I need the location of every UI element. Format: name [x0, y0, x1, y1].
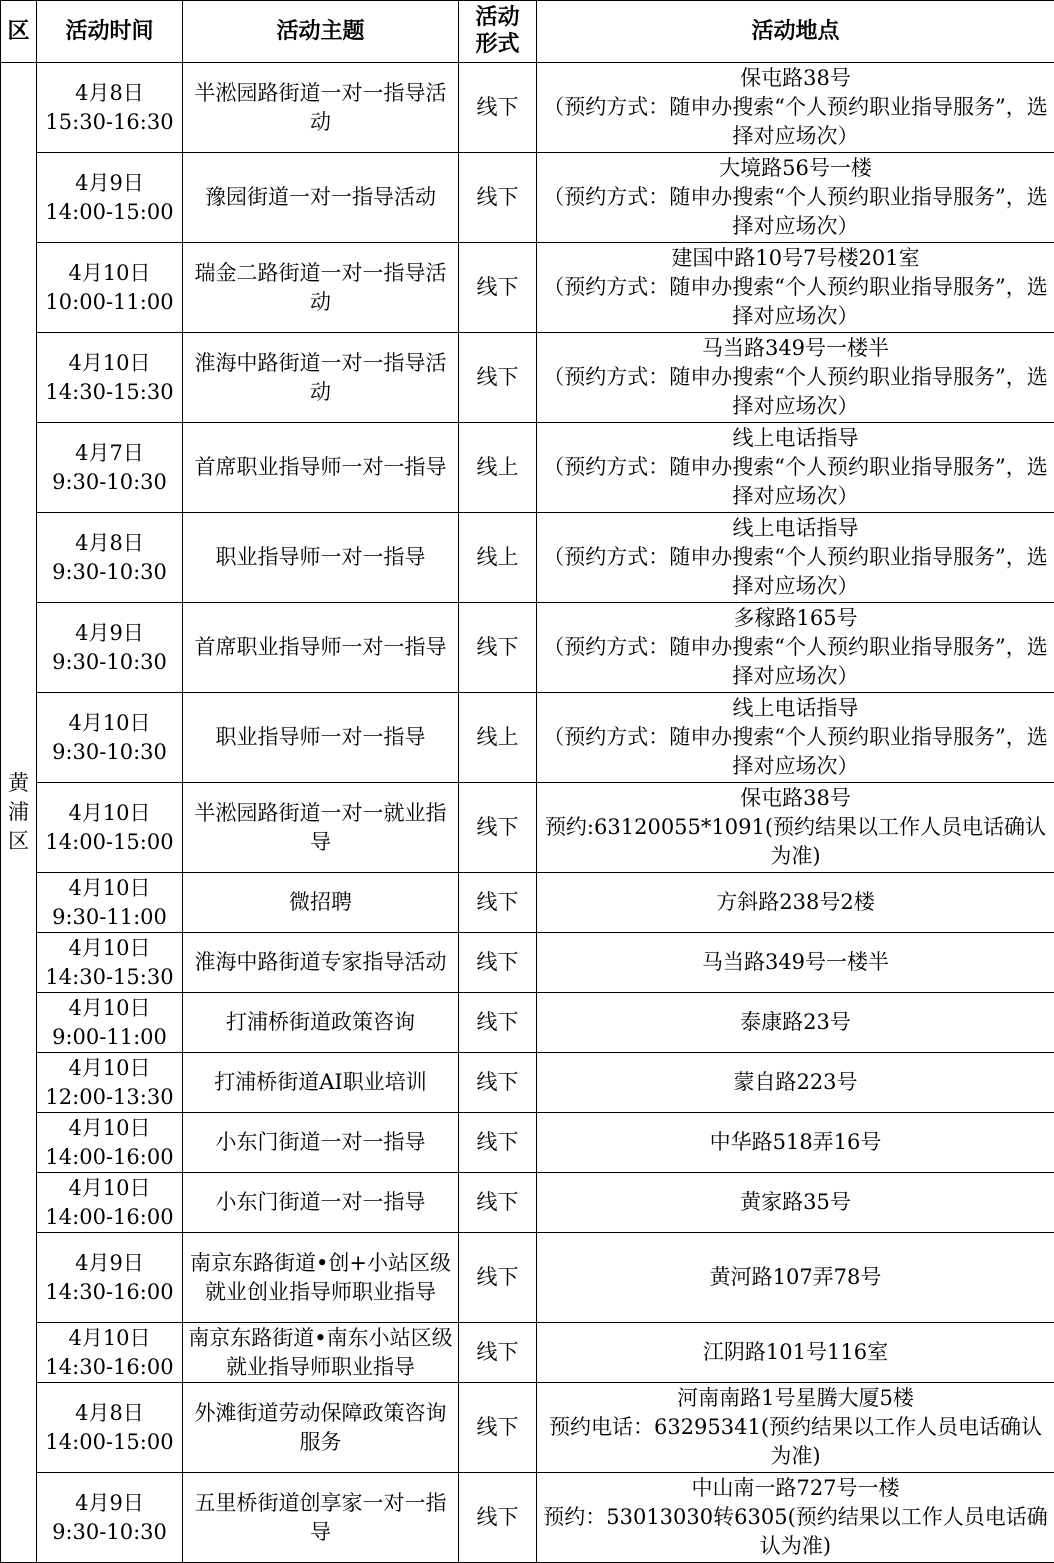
activity-time: 9:30-10:30 — [41, 558, 178, 587]
location-booking-note: 预约电话：63295341(预约结果以工作人员电话确认为准) — [541, 1413, 1050, 1471]
activity-time: 9:30-10:30 — [41, 468, 178, 497]
location-booking-note: （预约方式：随申办搜索“个人预约职业指导服务”，选择对应场次） — [541, 543, 1050, 601]
time-cell — [37, 333, 183, 423]
activity-date: 4月10日 — [41, 1174, 178, 1203]
topic-cell: 首席职业指导师一对一指导 — [183, 423, 459, 513]
format-cell: 线下 — [459, 1323, 537, 1383]
activity-time: 14:30-16:00 — [41, 1278, 178, 1307]
format-cell: 线下 — [459, 783, 537, 873]
time-cell — [37, 153, 183, 243]
location-address: 中华路518弄16号 — [541, 1128, 1050, 1157]
location-booking-note: （预约方式：随申办搜索“个人预约职业指导服务”，选择对应场次） — [541, 633, 1050, 691]
topic-cell: 小东门街道一对一指导 — [183, 1173, 459, 1233]
activity-date: 4月10日 — [41, 1324, 178, 1353]
location-address: 黄河路107弄78号 — [541, 1263, 1050, 1292]
time-cell — [37, 243, 183, 333]
table-row — [1, 933, 1054, 993]
time-cell — [37, 1323, 183, 1383]
format-cell: 线下 — [459, 1173, 537, 1233]
location-address: 黄家路35号 — [541, 1188, 1050, 1217]
format-cell: 线下 — [459, 993, 537, 1053]
format-cell: 线下 — [459, 1113, 537, 1173]
table-row — [1, 873, 1054, 933]
table-row — [1, 603, 1054, 693]
table-row — [1, 243, 1054, 333]
activity-time: 9:00-11:00 — [41, 1023, 178, 1052]
format-cell: 线下 — [459, 153, 537, 243]
topic-cell: 打浦桥街道政策咨询 — [183, 993, 459, 1053]
topic-cell: 豫园街道一对一指导活动 — [183, 153, 459, 243]
header-topic: 活动主题 — [183, 1, 459, 63]
activity-time: 15:30-16:30 — [41, 108, 178, 137]
activity-time: 14:00-15:00 — [41, 198, 178, 227]
table-row — [1, 1053, 1054, 1113]
activity-time: 14:00-15:00 — [41, 1428, 178, 1457]
time-cell — [37, 873, 183, 933]
activity-time: 9:30-10:30 — [41, 648, 178, 677]
activity-date: 4月9日 — [41, 169, 178, 198]
topic-cell: 半淞园路街道一对一就业指导 — [183, 783, 459, 873]
time-cell — [37, 993, 183, 1053]
location-booking-note: （预约方式：随申办搜索“个人预约职业指导服务”，选择对应场次） — [541, 723, 1050, 781]
activity-time: 9:30-10:30 — [41, 1518, 178, 1547]
table-row — [1, 693, 1054, 783]
topic-cell: 南京东路街道•南东小站区级就业指导师职业指导 — [183, 1323, 459, 1383]
activity-date: 4月8日 — [41, 1399, 178, 1428]
format-cell: 线下 — [459, 1053, 537, 1113]
table-row — [1, 1323, 1054, 1383]
topic-cell: 半淞园路街道一对一指导活动 — [183, 63, 459, 153]
table-row — [1, 333, 1054, 423]
topic-cell: 瑞金二路街道一对一指导活动 — [183, 243, 459, 333]
time-cell — [37, 513, 183, 603]
location-booking-note: （预约方式：随申办搜索“个人预约职业指导服务”，选择对应场次） — [541, 93, 1050, 151]
location-booking-note: （预约方式：随申办搜索“个人预约职业指导服务”，选择对应场次） — [541, 453, 1050, 511]
activity-time: 9:30-10:30 — [41, 738, 178, 767]
location-address: 保屯路38号 — [541, 784, 1050, 813]
location-cell — [537, 933, 1054, 993]
table-row — [1, 63, 1054, 153]
topic-cell: 淮海中路街道一对一指导活动 — [183, 333, 459, 423]
topic-cell: 淮海中路街道专家指导活动 — [183, 933, 459, 993]
location-cell — [537, 1473, 1054, 1563]
location-cell — [537, 1173, 1054, 1233]
location-cell — [537, 333, 1054, 423]
header-row — [1, 1, 1054, 63]
time-cell — [37, 693, 183, 783]
activity-date: 4月9日 — [41, 619, 178, 648]
activity-date: 4月10日 — [41, 994, 178, 1023]
location-cell — [537, 1113, 1054, 1173]
table-row — [1, 1383, 1054, 1473]
location-address: 泰康路23号 — [541, 1008, 1050, 1037]
table-row — [1, 1233, 1054, 1323]
location-cell — [537, 423, 1054, 513]
location-address: 蒙自路223号 — [541, 1068, 1050, 1097]
time-cell — [37, 1383, 183, 1473]
topic-cell: 首席职业指导师一对一指导 — [183, 603, 459, 693]
location-cell — [537, 1323, 1054, 1383]
header-location: 活动地点 — [537, 1, 1054, 63]
time-cell — [37, 1113, 183, 1173]
format-cell: 线下 — [459, 873, 537, 933]
activity-time: 14:00-16:00 — [41, 1203, 178, 1232]
location-cell — [537, 1233, 1054, 1323]
activity-date: 4月10日 — [41, 874, 178, 903]
topic-cell: 外滩街道劳动保障政策咨询服务 — [183, 1383, 459, 1473]
time-cell — [37, 1233, 183, 1323]
location-address: 线上电话指导 — [541, 424, 1050, 453]
header-district: 区 — [1, 1, 37, 63]
location-cell — [537, 993, 1054, 1053]
topic-cell: 职业指导师一对一指导 — [183, 513, 459, 603]
time-cell — [37, 423, 183, 513]
time-cell — [37, 1173, 183, 1233]
location-address: 江阴路101号116室 — [541, 1338, 1050, 1367]
table-row — [1, 1473, 1054, 1563]
activity-time: 14:30-15:30 — [41, 378, 178, 407]
location-address: 马当路349号一楼半 — [541, 334, 1050, 363]
time-cell — [37, 933, 183, 993]
table-row — [1, 423, 1054, 513]
district-cell — [1, 63, 37, 1563]
topic-cell: 微招聘 — [183, 873, 459, 933]
activity-time: 14:30-16:00 — [41, 1353, 178, 1382]
activity-date: 4月10日 — [41, 709, 178, 738]
location-cell — [537, 693, 1054, 783]
activity-time: 9:30-11:00 — [41, 903, 178, 932]
location-address: 保屯路38号 — [541, 64, 1050, 93]
activity-time: 14:00-15:00 — [41, 828, 178, 857]
location-cell — [537, 783, 1054, 873]
table-row — [1, 1113, 1054, 1173]
activity-date: 4月9日 — [41, 1249, 178, 1278]
location-cell — [537, 1383, 1054, 1473]
location-address: 马当路349号一楼半 — [541, 948, 1050, 977]
table-row — [1, 513, 1054, 603]
topic-cell: 小东门街道一对一指导 — [183, 1113, 459, 1173]
location-cell — [537, 873, 1054, 933]
table-row — [1, 153, 1054, 243]
location-booking-note: （预约方式：随申办搜索“个人预约职业指导服务”，选择对应场次） — [541, 183, 1050, 241]
table-row — [1, 1173, 1054, 1233]
time-cell — [37, 603, 183, 693]
activity-date: 4月8日 — [41, 79, 178, 108]
topic-cell: 职业指导师一对一指导 — [183, 693, 459, 783]
table-row — [1, 783, 1054, 873]
location-address: 线上电话指导 — [541, 514, 1050, 543]
activity-time: 10:00-11:00 — [41, 288, 178, 317]
format-cell: 线下 — [459, 1233, 537, 1323]
topic-cell: 南京东路街道•创+小站区级就业创业指导师职业指导 — [183, 1233, 459, 1323]
location-booking-note: （预约方式：随申办搜索“个人预约职业指导服务”，选择对应场次） — [541, 363, 1050, 421]
topic-cell: 打浦桥街道AI职业培训 — [183, 1053, 459, 1113]
location-booking-note: 预约：53013030转6305(预约结果以工作人员电话确认为准) — [541, 1503, 1050, 1561]
activity-date: 4月10日 — [41, 934, 178, 963]
activity-date: 4月10日 — [41, 1054, 178, 1083]
header-time: 活动时间 — [37, 1, 183, 63]
format-cell: 线下 — [459, 933, 537, 993]
location-address: 大境路56号一楼 — [541, 154, 1050, 183]
activity-date: 4月7日 — [41, 439, 178, 468]
format-cell: 线上 — [459, 693, 537, 783]
activity-date: 4月8日 — [41, 529, 178, 558]
topic-cell: 五里桥街道创享家一对一指导 — [183, 1473, 459, 1563]
location-address: 建国中路10号7号楼201室 — [541, 244, 1050, 273]
format-cell: 线下 — [459, 1383, 537, 1473]
activity-date: 4月9日 — [41, 1489, 178, 1518]
activity-date: 4月10日 — [41, 799, 178, 828]
format-cell: 线下 — [459, 603, 537, 693]
location-booking-note: 预约:63120055*1091(预约结果以工作人员电话确认为准) — [541, 813, 1050, 871]
location-address: 中山南一路727号一楼 — [541, 1474, 1050, 1503]
time-cell — [37, 1053, 183, 1113]
location-address: 方斜路238号2楼 — [541, 888, 1050, 917]
activity-time: 14:30-15:30 — [41, 963, 178, 992]
format-cell: 线上 — [459, 513, 537, 603]
activity-date: 4月10日 — [41, 349, 178, 378]
location-cell — [537, 513, 1054, 603]
format-cell: 线下 — [459, 333, 537, 423]
location-cell — [537, 1053, 1054, 1113]
location-cell — [537, 243, 1054, 333]
table-row — [1, 993, 1054, 1053]
location-address: 多稼路165号 — [541, 604, 1050, 633]
activity-date: 4月10日 — [41, 259, 178, 288]
table-body — [1, 63, 1054, 1563]
time-cell — [37, 63, 183, 153]
header-format-text: 活动形式 — [474, 4, 522, 58]
format-cell: 线下 — [459, 243, 537, 333]
header-format — [459, 1, 537, 63]
location-address: 线上电话指导 — [541, 694, 1050, 723]
format-cell: 线上 — [459, 423, 537, 513]
location-address: 河南南路1号星腾大厦5楼 — [541, 1384, 1050, 1413]
location-cell — [537, 603, 1054, 693]
activity-time: 14:00-16:00 — [41, 1143, 178, 1172]
location-cell — [537, 63, 1054, 153]
district-name: 黄浦区 — [7, 769, 31, 856]
activity-time: 12:00-13:30 — [41, 1083, 178, 1112]
time-cell — [37, 783, 183, 873]
format-cell: 线下 — [459, 1473, 537, 1563]
location-cell — [537, 153, 1054, 243]
location-booking-note: （预约方式：随申办搜索“个人预约职业指导服务”，选择对应场次） — [541, 273, 1050, 331]
time-cell — [37, 1473, 183, 1563]
format-cell: 线下 — [459, 63, 537, 153]
activity-date: 4月10日 — [41, 1114, 178, 1143]
